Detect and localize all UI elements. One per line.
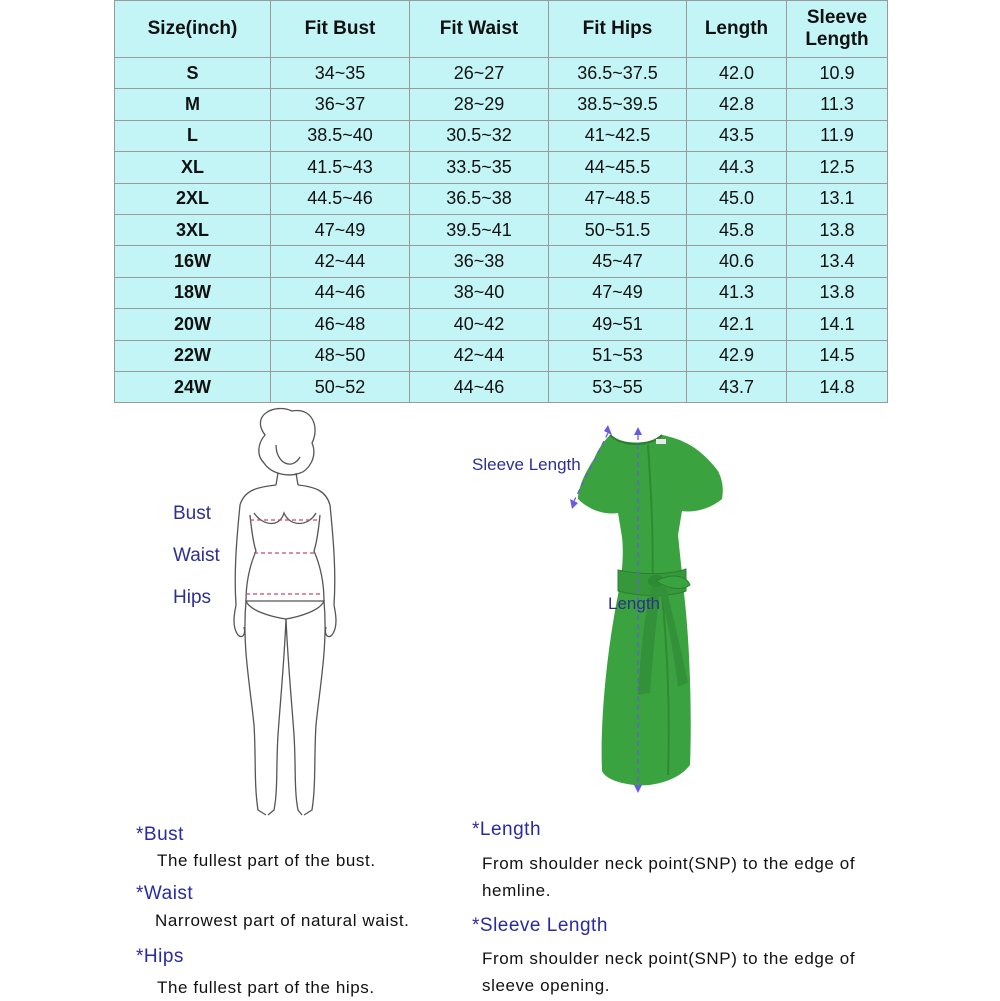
- size-cell: 24W: [115, 371, 271, 402]
- table-cell: 13.4: [787, 246, 888, 277]
- table-cell: 34~35: [271, 58, 410, 89]
- waist-definition-text: Narrowest part of natural waist.: [155, 911, 410, 930]
- table-cell: 45.8: [687, 214, 787, 245]
- size-cell: 22W: [115, 340, 271, 371]
- table-cell: 38.5~40: [271, 120, 410, 151]
- table-cell: 26~27: [410, 58, 549, 89]
- body-outline-figure: [220, 405, 350, 825]
- length-definition-text: From shoulder neck point(SNP) to the edge of hemline.: [482, 854, 856, 900]
- hips-definition-title: *Hips: [136, 946, 184, 967]
- table-header-cell: Sleeve Length: [787, 1, 888, 58]
- table-row: [115, 120, 888, 151]
- table-header-cell: Size(inch): [115, 1, 271, 58]
- table-cell: 40.6: [687, 246, 787, 277]
- table-cell: 51~53: [549, 340, 687, 371]
- table-cell: 42~44: [410, 340, 549, 371]
- table-row: [115, 58, 888, 89]
- size-chart-table: [114, 0, 888, 403]
- length-label: Length: [608, 594, 660, 613]
- table-cell: 41.5~43: [271, 152, 410, 183]
- table-header-cell: Fit Waist: [410, 1, 549, 58]
- hips-definition-text: The fullest part of the hips.: [157, 978, 375, 997]
- waist-definition-title: *Waist: [136, 883, 194, 904]
- table-row: [115, 246, 888, 277]
- size-cell: 20W: [115, 309, 271, 340]
- table-cell: 11.3: [787, 89, 888, 120]
- table-cell: 39.5~41: [410, 214, 549, 245]
- table-row: [115, 183, 888, 214]
- table-cell: 42.8: [687, 89, 787, 120]
- table-cell: 40~42: [410, 309, 549, 340]
- table-cell: 50~52: [271, 371, 410, 402]
- table-cell: 47~48.5: [549, 183, 687, 214]
- length-definition-title: *Length: [472, 819, 542, 840]
- table-cell: 41~42.5: [549, 120, 687, 151]
- bust-definition-text: The fullest part of the bust.: [157, 851, 376, 870]
- table-cell: 47~49: [271, 214, 410, 245]
- table-cell: 43.5: [687, 120, 787, 151]
- table-cell: 28~29: [410, 89, 549, 120]
- table-cell: 50~51.5: [549, 214, 687, 245]
- sleeve-length-definition-text: From shoulder neck point(SNP) to the edge of sleeve opening.: [482, 949, 856, 995]
- table-row: [115, 277, 888, 308]
- table-cell: 38.5~39.5: [549, 89, 687, 120]
- table-cell: 36.5~38: [410, 183, 549, 214]
- table-cell: 44~45.5: [549, 152, 687, 183]
- table-cell: 44~46: [410, 371, 549, 402]
- table-cell: 12.5: [787, 152, 888, 183]
- size-cell: XL: [115, 152, 271, 183]
- table-cell: 44.3: [687, 152, 787, 183]
- table-cell: 46~48: [271, 309, 410, 340]
- sleeve-length-definition-title: *Sleeve Length: [472, 915, 608, 936]
- table-cell: 36.5~37.5: [549, 58, 687, 89]
- table-row: [115, 152, 888, 183]
- table-cell: 49~51: [549, 309, 687, 340]
- table-row: [115, 371, 888, 402]
- size-cell: M: [115, 89, 271, 120]
- table-cell: 14.1: [787, 309, 888, 340]
- table-header-cell: Fit Hips: [549, 1, 687, 58]
- table-cell: 43.7: [687, 371, 787, 402]
- table-cell: 14.8: [787, 371, 888, 402]
- table-row: [115, 89, 888, 120]
- table-header-cell: Length: [687, 1, 787, 58]
- table-cell: 36~38: [410, 246, 549, 277]
- table-cell: 42.0: [687, 58, 787, 89]
- table-cell: 45~47: [549, 246, 687, 277]
- table-cell: 42~44: [271, 246, 410, 277]
- table-cell: 13.1: [787, 183, 888, 214]
- waist-label: Waist: [173, 545, 220, 566]
- table-cell: 13.8: [787, 214, 888, 245]
- table-header-row: [115, 1, 888, 58]
- table-cell: 48~50: [271, 340, 410, 371]
- table-cell: 42.1: [687, 309, 787, 340]
- table-cell: 11.9: [787, 120, 888, 151]
- table-cell: 36~37: [271, 89, 410, 120]
- table-cell: 38~40: [410, 277, 549, 308]
- table-cell: 45.0: [687, 183, 787, 214]
- size-cell: S: [115, 58, 271, 89]
- size-cell: 16W: [115, 246, 271, 277]
- table-cell: 30.5~32: [410, 120, 549, 151]
- hips-label: Hips: [173, 587, 212, 608]
- table-cell: 42.9: [687, 340, 787, 371]
- table-cell: 13.8: [787, 277, 888, 308]
- sleeve-length-label: Sleeve Length: [472, 455, 581, 474]
- table-cell: 33.5~35: [410, 152, 549, 183]
- table-cell: 44~46: [271, 277, 410, 308]
- table-cell: 41.3: [687, 277, 787, 308]
- size-cell: 3XL: [115, 214, 271, 245]
- table-cell: 14.5: [787, 340, 888, 371]
- size-cell: 18W: [115, 277, 271, 308]
- bust-label: Bust: [173, 503, 212, 524]
- table-cell: 10.9: [787, 58, 888, 89]
- table-row: [115, 309, 888, 340]
- table-row: [115, 214, 888, 245]
- table-cell: 47~49: [549, 277, 687, 308]
- table-cell: 44.5~46: [271, 183, 410, 214]
- size-cell: L: [115, 120, 271, 151]
- table-row: [115, 340, 888, 371]
- size-cell: 2XL: [115, 183, 271, 214]
- bust-definition-title: *Bust: [136, 824, 184, 845]
- table-cell: 53~55: [549, 371, 687, 402]
- table-header-cell: Fit Bust: [271, 1, 410, 58]
